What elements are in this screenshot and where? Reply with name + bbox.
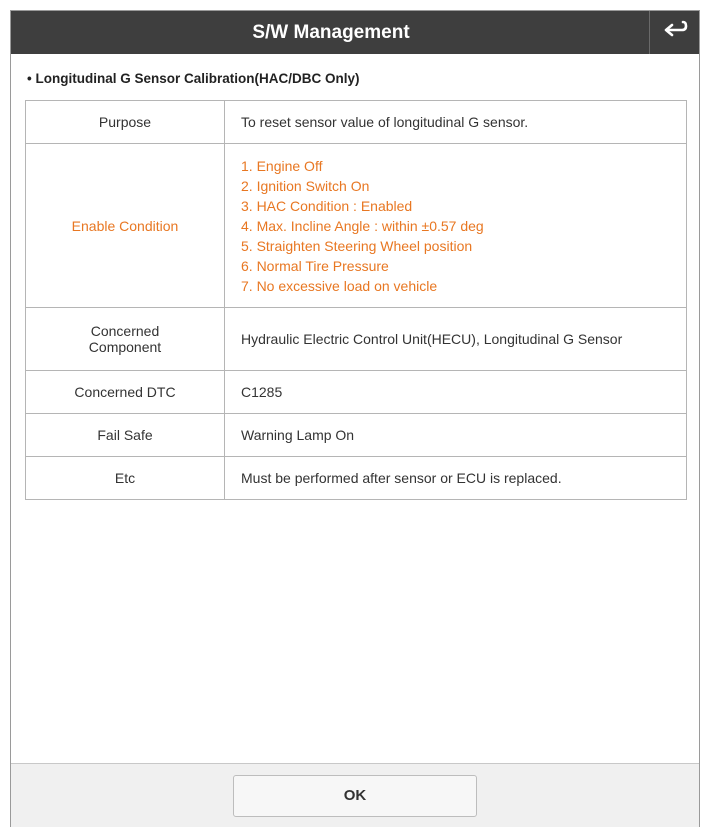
condition-item: 7. No excessive load on vehicle xyxy=(241,277,438,294)
title-bar xyxy=(11,11,699,54)
etc-label: Etc xyxy=(26,457,225,500)
table-row xyxy=(26,308,687,371)
return-arrow-icon xyxy=(662,20,688,45)
enable-condition-label: Enable Condition xyxy=(26,144,225,308)
concerned-dtc-value: C1285 xyxy=(225,371,687,414)
condition-item: 5. Straighten Steering Wheel position xyxy=(241,237,473,254)
condition-item: 2. Ignition Switch On xyxy=(241,177,370,194)
dialog-title: S/W Management xyxy=(252,22,410,43)
info-table xyxy=(25,100,687,500)
concerned-component-value: Hydraulic Electric Control Unit(HECU), Longitudinal G Sensor xyxy=(225,308,687,371)
section-heading: • Longitudinal G Sensor Calibration(HAC/DBC Only) xyxy=(27,71,360,86)
condition-item: 1. Engine Off xyxy=(241,157,323,174)
table-row xyxy=(26,414,687,457)
table-row xyxy=(26,101,687,144)
etc-value: Must be performed after sensor or ECU is replaced. xyxy=(225,457,687,500)
label-line: Concerned xyxy=(90,323,160,339)
dialog-window xyxy=(10,10,700,827)
purpose-value: To reset sensor value of longitudinal G sensor. xyxy=(225,101,687,144)
back-button[interactable] xyxy=(649,11,699,54)
purpose-label: Purpose xyxy=(26,101,225,144)
ok-button[interactable]: OK xyxy=(233,775,477,817)
condition-item: 4. Max. Incline Angle : within ±0.57 deg xyxy=(241,217,484,234)
label-line: Component xyxy=(88,339,162,355)
fail-safe-label: Fail Safe xyxy=(26,414,225,457)
fail-safe-value: Warning Lamp On xyxy=(225,414,687,457)
dialog-footer xyxy=(11,763,699,827)
table-row xyxy=(26,457,687,500)
table-row xyxy=(26,371,687,414)
concerned-component-label xyxy=(26,308,225,371)
table-row xyxy=(26,144,687,308)
enable-condition-list xyxy=(225,144,687,308)
condition-item: 3. HAC Condition : Enabled xyxy=(241,197,413,214)
concerned-dtc-label: Concerned DTC xyxy=(26,371,225,414)
condition-item: 6. Normal Tire Pressure xyxy=(241,257,389,274)
